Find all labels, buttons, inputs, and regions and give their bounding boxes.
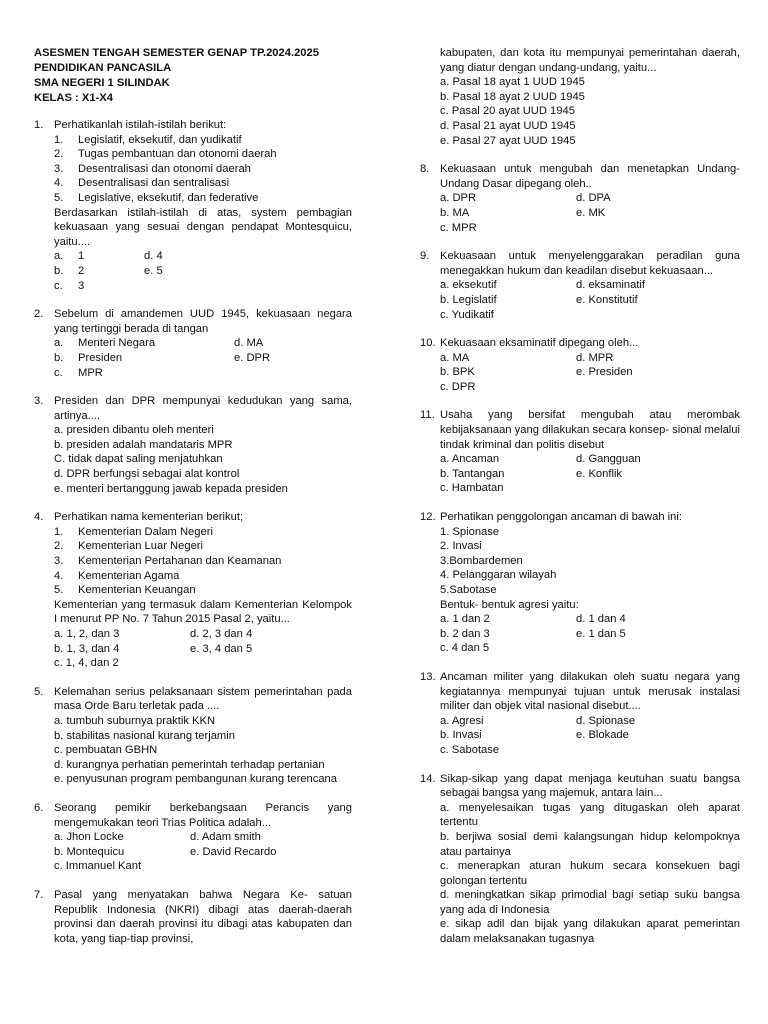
question-11 [420, 408, 740, 496]
answer-option: a. tumbuh suburnya praktik KKN [54, 714, 216, 727]
question-text: Seorang pemikir berkebangsaan Perancis yang mengemukakan teori Trias Politica adalah... [54, 801, 352, 829]
question-number: 9. [420, 250, 430, 263]
question-intro: Perhatikan nama kementerian berikut; [54, 511, 244, 524]
left-column [34, 46, 352, 960]
term-list [54, 133, 352, 206]
answer-option: d. DPR berfungsi sebagai alat kontrol [54, 468, 240, 481]
question-text: Sebelum di amandemen UUD 1945, kekuasaan negara yang tertinggi berada di tangan [54, 308, 352, 335]
list-item: 3.Bombardemen [440, 554, 523, 567]
list-item: 3. Desentralisasi dan otonomi daerah [54, 162, 251, 175]
question-text: Usaha yang bersifat mengubah atau merombak kebijaksanaan yang dilakukan secara konsep- sional melalui tindak kriminal dan politis disebut [440, 409, 740, 451]
question-text: Ancaman militer yang dilakukan oleh suatu negara yang kegiatannya mempunyai tujuan untuk merusak instalasi militer dan objek vital nasional disebut.... [440, 670, 740, 713]
list-item: 4. Kementerian Agama [54, 569, 180, 582]
answer-option: a. presiden dibantu oleh menteri [54, 424, 214, 437]
answer-options: a. MA d. MPR b. BPK e. Presiden c. DPR [440, 351, 633, 393]
question-6 [34, 801, 352, 874]
answer-option: a. Pasal 18 ayat 1 UUD 1945 [440, 76, 585, 89]
list-item: 1. Spionase [440, 525, 500, 538]
question-text: Kelemahan serius pelaksanaan sistem pemerintahan pada masa Orde Baru terletak pada .... [54, 685, 352, 713]
question-12 [420, 510, 740, 656]
question-intro: Perhatikan penggolongan ancaman di bawah ini: [440, 511, 682, 524]
answer-option: d. Pasal 21 ayat UUD 1945 [440, 119, 576, 132]
question-1 [34, 118, 352, 293]
list-item: 2. Tugas pembantuan dan otonomi daerah [54, 148, 277, 161]
question-number: 2. [34, 308, 44, 321]
answer-option: C. tidak dapat saling menjatuhkan [54, 453, 223, 466]
header-title: ASESMEN TENGAH SEMESTER GENAP TP.2024.2025 [34, 47, 319, 59]
list-item: 2. Invasi [440, 540, 482, 553]
list-item: 2. Kementerian Luar Negeri [54, 540, 203, 553]
header-school: SMA NEGERI 1 SILINDAK [34, 77, 170, 89]
question-text: Kementerian yang termasuk dalam Kementerian Kelompok I menurut PP No. 7 Tahun 2015 Pasal 2, yaitu... [54, 598, 352, 626]
list-item: 3. Kementerian Pertahanan dan Keamanan [54, 555, 282, 568]
question-text: kabupaten, dan kota itu mempunyai pemerintahan daerah, yang diatur dengan undang-undang, yaitu... [440, 47, 740, 74]
question-number: 4. [34, 511, 44, 524]
list-item: 1. Legislatif, eksekutif, dan yudikatif [54, 133, 242, 146]
answer-option: c. Pasal 20 ayat UUD 1945 [440, 105, 575, 118]
answer-options: a. DPR d. DPA b. MA e. MK c. MPR [440, 192, 611, 234]
answer-option: c. pembuatan GBHN [54, 744, 158, 757]
answer-options: a. Menteri Negara d. MA b. Presiden e. DPR c. MPR [54, 337, 271, 379]
question-number: 10. [420, 337, 436, 350]
question-text: Presiden dan DPR mempunyai kedudukan yang sama, artinya.... [54, 395, 352, 422]
question-number: 3. [34, 395, 44, 408]
question-number: 12. [420, 511, 436, 524]
question-text: Pasal yang menyatakan bahwa Negara Ke- satuan Republik Indonesia (NKRI) dibagi atas daerah-daerah provinsi dan daerah provinsi itu dibagi atas kabupaten dan kota, yang tiap-tiap provinsi, [54, 888, 352, 945]
question-14 [420, 772, 740, 947]
answer-option: d. meningkatkan sikap primodial bagi setiap suku bangsa yang ada di Indonesia [440, 889, 740, 916]
answer-option: b. stabilitas nasional kurang terjamin [54, 729, 235, 742]
question-intro: Perhatikanlah istilah-istilah berikut: [54, 119, 227, 131]
answer-option: c. menerapkan aturan hukum secara konsekuen bagi golongan tertentu [440, 860, 740, 887]
ministry-list [54, 525, 352, 598]
question-10 [420, 336, 740, 394]
question-number: 8. [420, 163, 430, 176]
header-class: KELAS : X1-X4 [34, 92, 113, 104]
answer-option: e. Pasal 27 ayat UUD 1945 [440, 134, 576, 147]
question-number: 1. [34, 119, 44, 131]
list-item: 5. Kementerian Keuangan [54, 584, 196, 597]
answer-options: a. Jhon Locke d. Adam smith b. Montequicu e. David Recardo c. Immanuel Kant [54, 831, 277, 873]
answer-options: a. 1, 2, dan 3 d. 2, 3 dan 4 b. 1, 3, dan 4 e. 3, 4 dan 5 c. 1, 4, dan 2 [54, 628, 253, 670]
question-7 [34, 888, 352, 946]
question-4 [34, 510, 352, 671]
answer-option: e. sikap adil dan bijak yang dilakukan aparat pemerintan dalam melaksanakan tugasnya [440, 918, 740, 946]
answer-options: a. Agresi d. Spionase b. Invasi e. Blokade c. Sabotase [440, 714, 636, 756]
question-number: 6. [34, 801, 44, 814]
answer-option: a. menyelesaikan tugas yang ditugaskan oleh aparat tertentu [440, 801, 740, 829]
question-number: 13. [420, 670, 436, 683]
question-13 [420, 670, 740, 758]
answer-options: a. 1 d. 4 b. 2 e. 5 c. 3 [54, 250, 163, 292]
question-8 [420, 162, 740, 235]
question-text: Bentuk- bentuk agresi yaitu: [440, 598, 579, 611]
question-7-continued [420, 46, 740, 148]
question-2 [34, 307, 352, 380]
answer-option: b. presiden adalah mandataris MPR [54, 438, 233, 451]
list-item: 1. Kementerian Dalam Negeri [54, 525, 213, 538]
answer-option: e. penyusunan program pembangunan kurang terencana [54, 773, 337, 786]
question-9 [420, 249, 740, 322]
question-text: Sikap-sikap yang dapat menjaga keutuhan suatu bangsa sebagai bangsa yang majemuk, antara lain... [440, 772, 740, 800]
question-number: 11. [420, 409, 435, 422]
answer-option: d. kurangnya perhatian pemerintah terhadap pertanian [54, 758, 325, 771]
question-number: 7. [34, 888, 44, 901]
question-text: Berdasarkan istilah-istilah di atas, system pembagian kekuasaan yang sesuai dengan pendapat Montesquicu, yaitu.... [54, 206, 352, 248]
list-item: 4. Pelanggaran wilayah [440, 569, 557, 582]
answer-option: e. menteri bertanggung jawab kepada presiden [54, 482, 288, 495]
list-item: 5. Legislative, eksekutif, dan federative [54, 191, 259, 204]
question-text: Kekuasaan untuk mengubah dan menetapkan Undang-Undang Dasar dipegang oleh.. [440, 163, 740, 190]
answer-options: a. 1 dan 2 d. 1 dan 4 b. 2 dan 3 e. 1 dan 5 c. 4 dan 5 [440, 613, 626, 655]
list-item: 5.Sabotase [440, 584, 497, 596]
exam-header [34, 46, 352, 106]
question-number: 5. [34, 685, 44, 698]
question-text: Kekuasaan eksaminatif dipegang oleh... [440, 337, 639, 350]
question-number: 14. [420, 772, 436, 785]
answer-options: a. eksekutif d. eksaminatif b. Legislatif e. Konstitutif c. Yudikatif [440, 279, 646, 321]
right-column [420, 46, 740, 961]
header-subject: PENDIDIKAN PANCASILA [34, 62, 172, 74]
answer-option: b. Pasal 18 ayat 2 UUD 1945 [440, 90, 585, 103]
answer-option: b. berjiwa sosial demi kalangsungan hidup kelompoknya atau partainya [440, 830, 740, 858]
question-5 [34, 685, 352, 787]
question-3 [34, 394, 352, 496]
answer-options: a. Ancaman d. Gangguan b. Tantangan e. Konflik c. Hambatan [440, 453, 641, 495]
question-text: Kekuasaan untuk menyelenggarakan peradilan guna menegakkan hukum dan keadilan disebut kekuasaan... [440, 250, 740, 277]
list-item: 4. Desentralisasi dan sentralisasi [54, 177, 230, 190]
